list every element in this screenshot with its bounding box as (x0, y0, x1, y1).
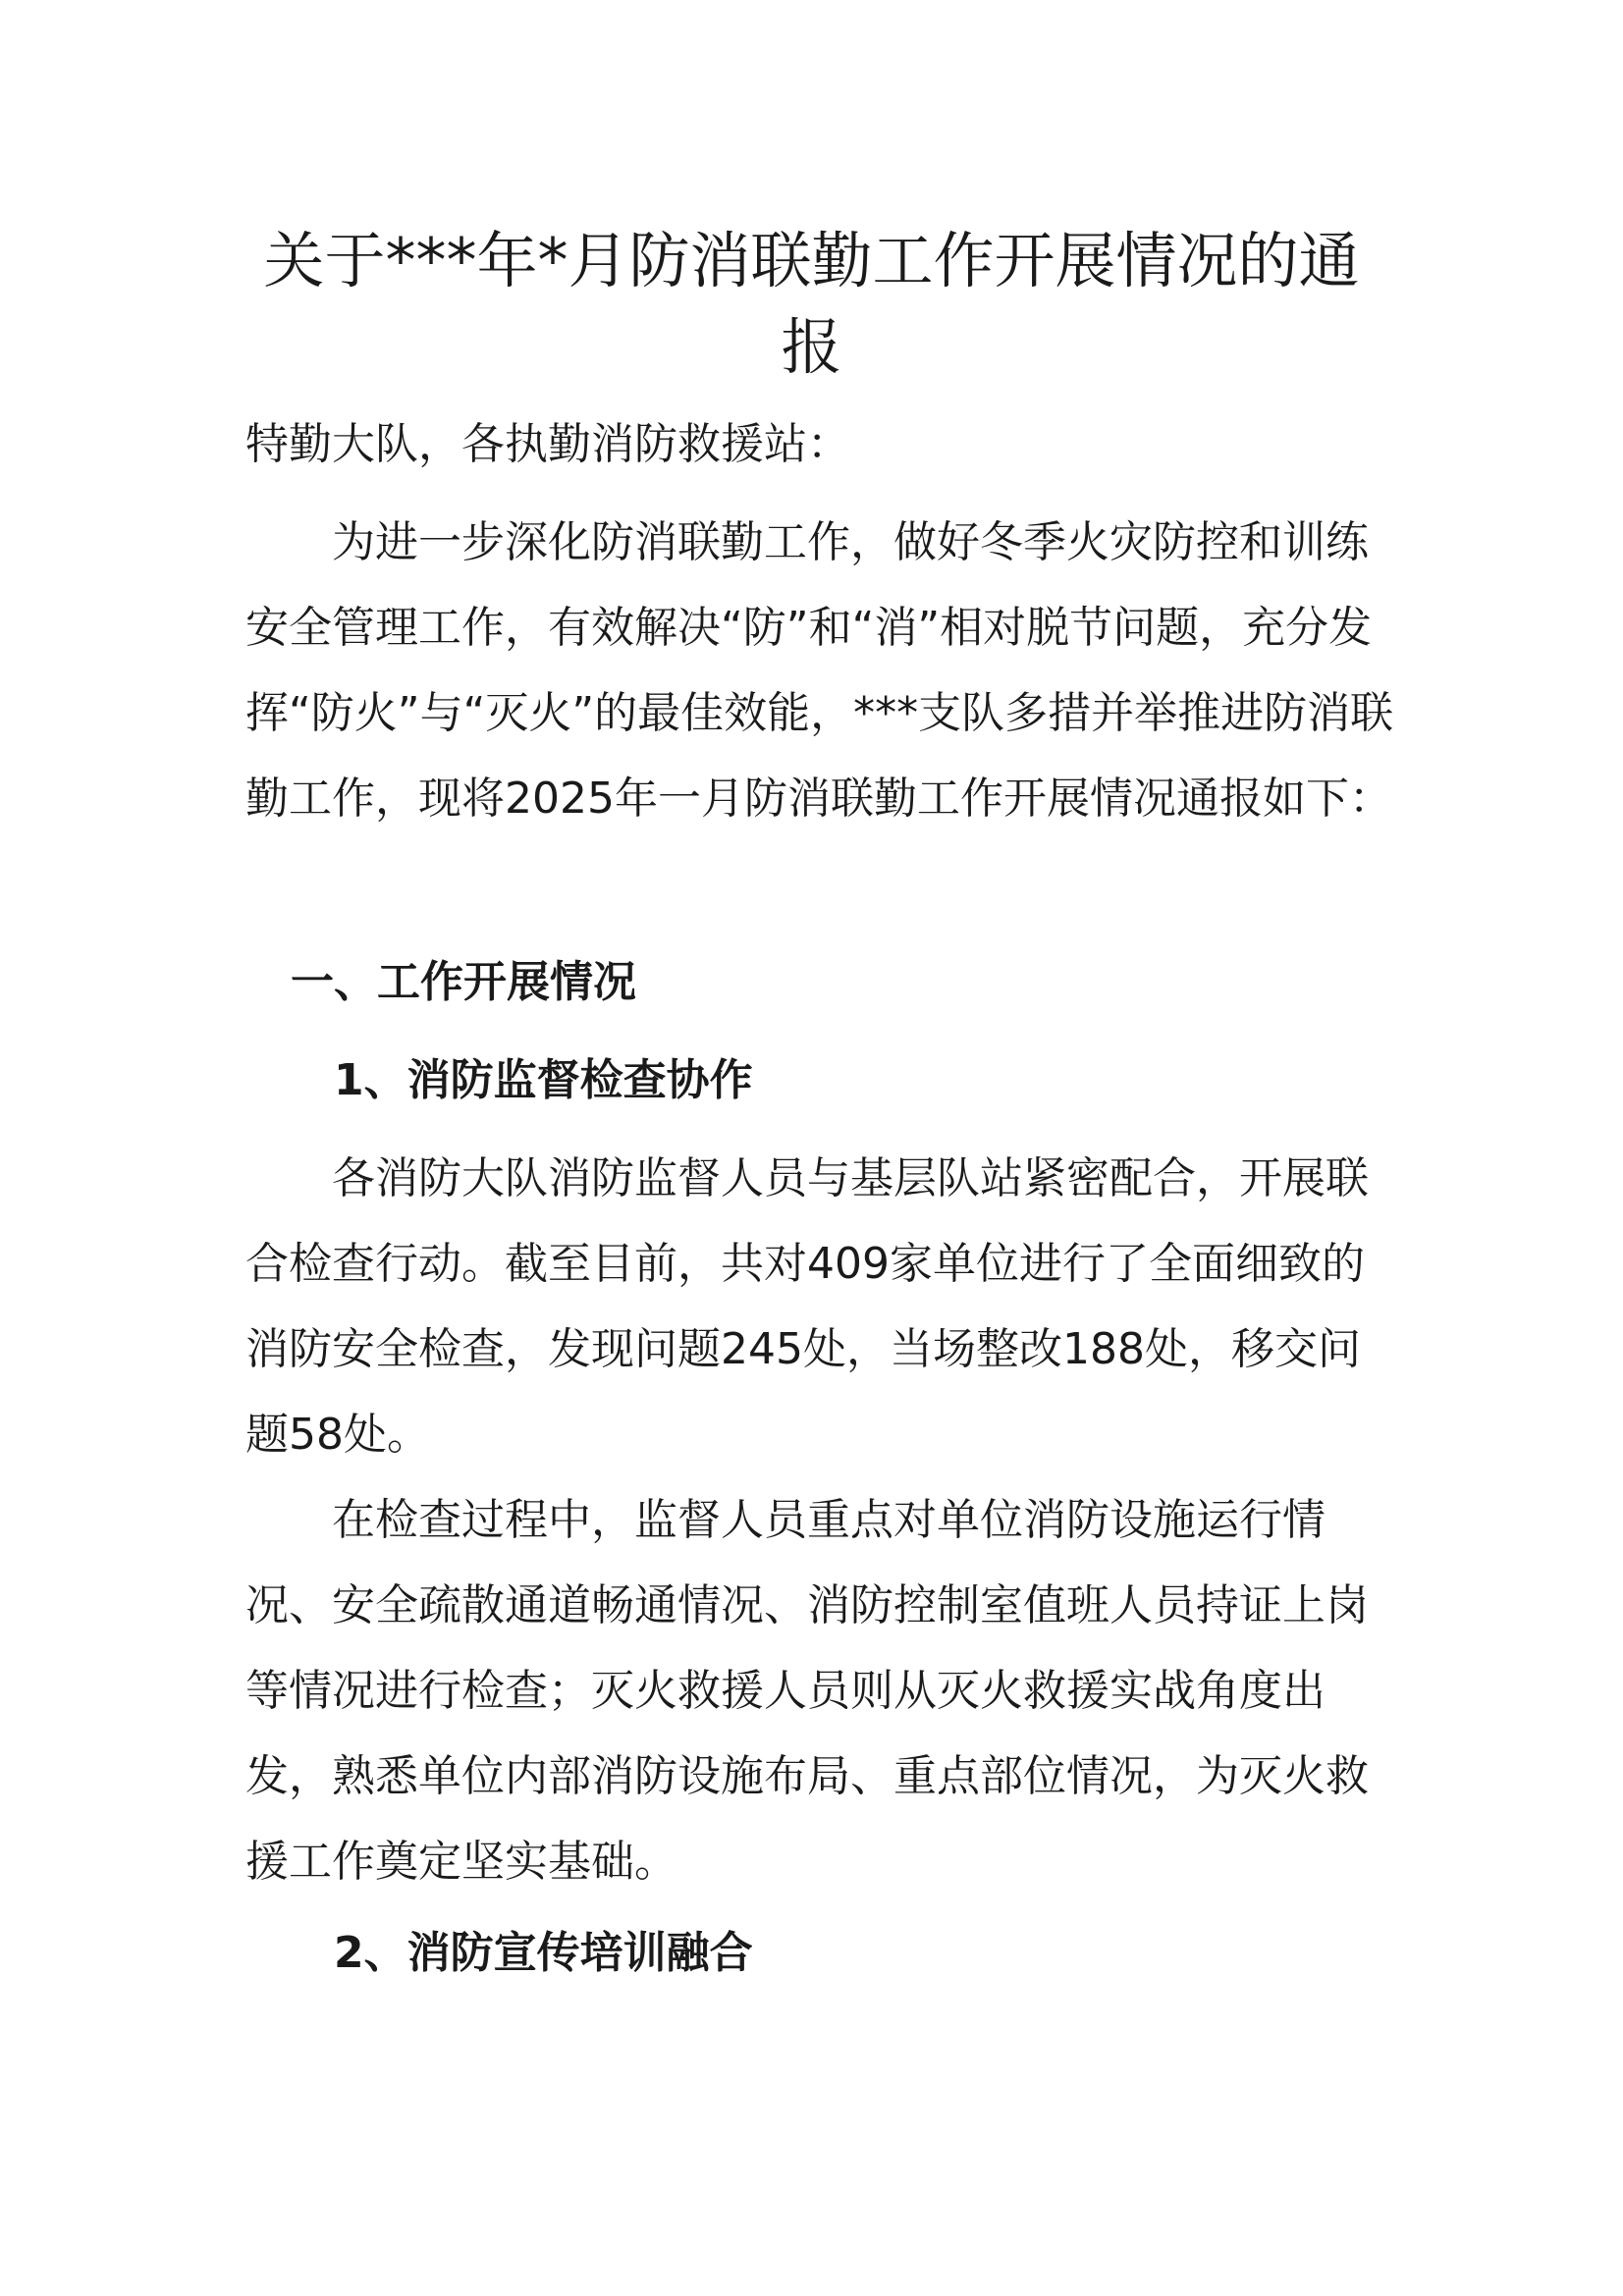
salutation: 特勤大队，各执勤消防救援站： (245, 419, 850, 469)
document-title: 关于***年*月防消联勤工作开展情况的通报 (263, 225, 1360, 383)
section-heading-work-status: 一、工作开展情况 (291, 957, 636, 1007)
intro-paragraph: 为进一步深化防消联勤工作，做好冬季火灾防控和训练安全管理工作，有效解决“防”和“消”相对脱节问题，充分发挥“防火”与“灭火”的最佳效能，***支队多措并举推进防消联勤工作，现将2025年一月防消联勤工作开展情况通报如下： (245, 517, 1394, 824)
inspection-results-paragraph: 各消防大队消防监督人员与基层队站紧密配合，开展联合检查行动。截至目前，共对409家单位进行了全面细致的消防安全检查，发现问题245处，当场整改188处，移交问题58处。 (245, 1153, 1369, 1460)
subsection-heading-inspection-cooperation: 1、消防监督检查协作 (334, 1055, 753, 1105)
subsection-heading-publicity-training: 2、消防宣传培训融合 (334, 1928, 753, 1978)
inspection-process-paragraph: 在检查过程中，监督人员重点对单位消防设施运行情况、安全疏散通道畅通情况、消防控制室值班人员持证上岗等情况进行检查；灭火救援人员则从灭火救援实战角度出发，熟悉单位内部消防设施布局、重点部位情况，为灭火救援工作奠定坚实基础。 (245, 1495, 1369, 1887)
